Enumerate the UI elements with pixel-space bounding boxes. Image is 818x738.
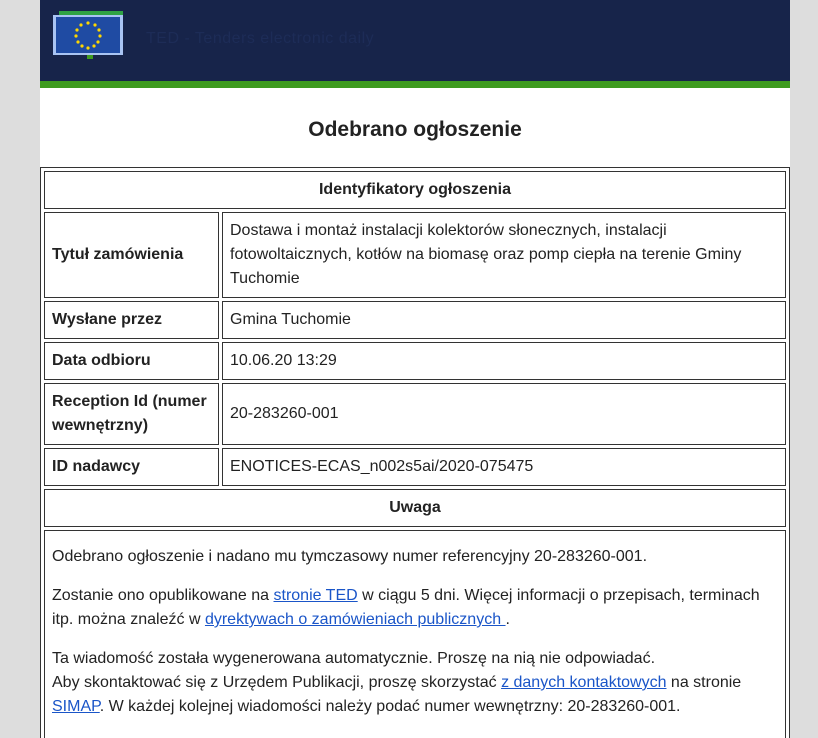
- notice-text: na stronie: [666, 674, 742, 691]
- eu-flag-icon: [53, 11, 129, 59]
- directives-link[interactable]: dyrektywach o zamówieniach publicznych: [204, 611, 506, 628]
- notice-text: . W każdej kolejnej wiadomości należy podać numer wewnętrzny: 20-283260-001.: [99, 698, 681, 715]
- banner-stripe: [40, 81, 790, 88]
- table-row: [44, 301, 786, 339]
- notice-table: [40, 167, 790, 738]
- field-value: 20-283260-001: [222, 383, 786, 445]
- notice-text: Aby skontaktować się z Urzędem Publikacji, proszę skorzystać: [52, 674, 502, 691]
- field-value: ENOTICES-ECAS_n002s5ai/2020-075475: [222, 448, 786, 486]
- field-label: Reception Id (numer wewnętrzny): [44, 383, 219, 445]
- email-page: [40, 0, 790, 738]
- identifiers-header: Identyfikatory ogłoszenia: [44, 171, 786, 209]
- field-label: Data odbioru: [44, 342, 219, 380]
- notice-paragraph-2: [52, 584, 777, 632]
- notice-header: Uwaga: [44, 489, 786, 527]
- contact-data-link[interactable]: z danych kontaktowych: [501, 674, 667, 691]
- notice-text: Zostanie ono opublikowane na: [52, 587, 274, 604]
- table-row: [44, 342, 786, 380]
- ted-banner: [40, 0, 790, 81]
- page-title: Odebrano ogłoszenie: [308, 118, 522, 141]
- table-row: [44, 212, 786, 298]
- notice-body: [44, 530, 786, 738]
- notice-text: w ciągu 5 dni. Więcej informacji o przepisach, terminach itp. można znaleźć w: [52, 587, 760, 628]
- field-label: ID nadawcy: [44, 448, 219, 486]
- notice-paragraph-3: [52, 647, 777, 719]
- field-value: Gmina Tuchomie: [222, 301, 786, 339]
- field-value: Dostawa i montaż instalacji kolektorów słonecznych, instalacji fotowoltaicznych, kotłów na biomasę oraz pomp ciepła na terenie Gminy Tuchomie: [222, 212, 786, 298]
- table-row: [44, 383, 786, 445]
- field-value: 10.06.20 13:29: [222, 342, 786, 380]
- field-label: Wysłane przez: [44, 301, 219, 339]
- ted-site-link[interactable]: stronie TED: [273, 587, 358, 604]
- table-row: [44, 448, 786, 486]
- simap-link[interactable]: SIMAP: [52, 698, 100, 715]
- notice-text: Ta wiadomość została wygenerowana automatycznie. Proszę na nią nie odpowiadać.: [52, 650, 656, 667]
- field-label: Tytuł zamówienia: [44, 212, 219, 298]
- notice-paragraph-1: Odebrano ogłoszenie i nadano mu tymczasowy numer referencyjny 20-283260-001.: [52, 548, 648, 565]
- notice-text: .: [505, 611, 510, 628]
- brand-text: TED - Tenders electronic daily: [146, 30, 375, 47]
